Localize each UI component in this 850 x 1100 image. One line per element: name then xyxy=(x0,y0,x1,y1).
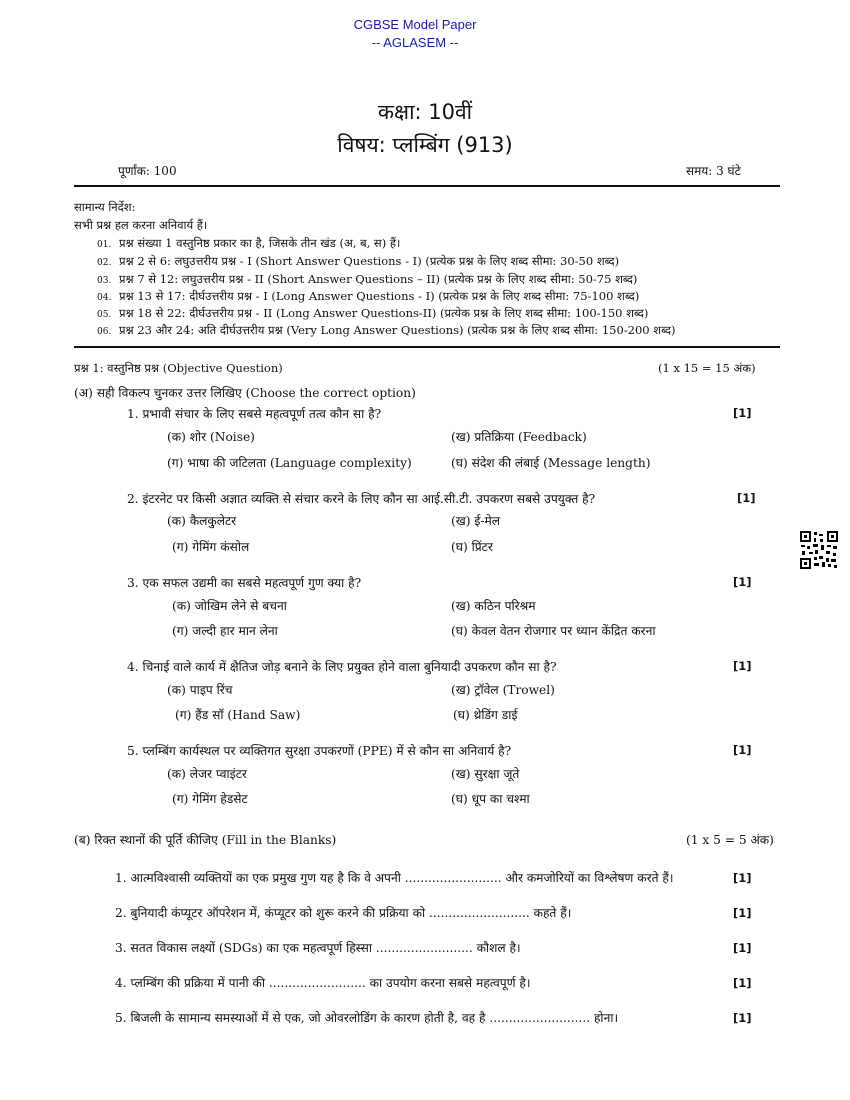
option-gha: (घ) धूप का चश्मा xyxy=(451,792,530,806)
instruction-number: 04. xyxy=(97,293,112,303)
fill-blank-mark: [1] xyxy=(733,871,752,885)
option-kha: (ख) कठिन परिश्रम xyxy=(451,599,536,613)
question-text: 1. प्रभावी संचार के लिए सबसे महत्वपूर्ण तत्व कौन सा है? xyxy=(127,407,382,421)
section-a-heading: (अ) सही विकल्प चुनकर उत्तर लिखिए (Choose the correct option) xyxy=(74,386,416,400)
instruction-item: प्रश्न 18 से 22: दीर्घउत्तरीय प्रश्न - II (Long Answer Questions-II) (प्रत्येक प्रश्न के लिए शब्द सीमा: 100-150 शब्द) xyxy=(119,306,649,320)
instructions-heading: सामान्य निर्देश: xyxy=(74,200,136,214)
q1-marks: (1 x 15 = 15 अंक) xyxy=(658,361,756,375)
instruction-item: प्रश्न 23 और 24: अति दीर्घउत्तरीय प्रश्न (Very Long Answer Questions) (प्रत्येक प्रश्न के लिए शब्द सीमा: 150-200 शब्द) xyxy=(119,323,676,337)
option-ka: (क) पाइप रिंच xyxy=(167,683,233,697)
instruction-item: प्रश्न 7 से 12: लघुउत्तरीय प्रश्न - II (Short Answer Questions – II) (प्रत्येक प्रश्न के लिए शब्द सीमा: 50-75 शब्द) xyxy=(119,272,638,286)
q1-heading: प्रश्न 1: वस्तुनिष्ठ प्रश्न (Objective Question) xyxy=(74,361,283,375)
question-text: 5. प्लम्बिंग कार्यस्थल पर व्यक्तिगत सुरक्षा उपकरणों (PPE) में से कौन सा अनिवार्य है? xyxy=(127,744,512,758)
option-ka: (क) लेजर प्वाइंटर xyxy=(167,767,247,781)
option-gha: (घ) केवल वेतन रोजगार पर ध्यान केंद्रित करना xyxy=(451,624,656,638)
option-gha: (घ) संदेश की लंबाई (Message length) xyxy=(451,456,651,470)
option-ka: (क) जोखिम लेने से बचना xyxy=(172,599,287,613)
fill-blank-mark: [1] xyxy=(733,906,752,920)
top-divider xyxy=(74,185,780,187)
option-ka: (क) शोर (Noise) xyxy=(167,430,255,444)
option-gha: (घ) थ्रेडिंग डाई xyxy=(453,708,518,722)
question-mark: [1] xyxy=(733,406,752,420)
question-text: 2. इंटरनेट पर किसी अज्ञात व्यक्ति से संचार करने के लिए कौन सा आई.सी.टी. उपकरण सबसे उपयुक्त है? xyxy=(127,492,596,506)
question-mark: [1] xyxy=(733,743,752,757)
watermark-subtitle: -- AGLASEM -- xyxy=(371,35,459,50)
option-ga: (ग) जल्दी हार मान लेना xyxy=(172,624,278,638)
fill-blank-mark: [1] xyxy=(733,976,752,990)
instruction-number: 02. xyxy=(97,258,112,268)
instruction-number: 01. xyxy=(97,240,112,250)
option-kha: (ख) प्रतिक्रिया (Feedback) xyxy=(451,430,587,444)
instruction-item: प्रश्न 13 से 17: दीर्घउत्तरीय प्रश्न - I (Long Answer Questions - I) (प्रत्येक प्रश्न के लिए शब्द सीमा: 75-100 शब्द) xyxy=(119,289,640,303)
fill-blank-item: 1. आत्मविश्वासी व्यक्तियों का एक प्रमुख गुण यह है कि वे अपनी ......................... और कमजोरियों का विश्लेषण करते हैं। xyxy=(115,871,674,885)
section-b-marks: (1 x 5 = 5 अंक) xyxy=(686,833,774,847)
option-ka: (क) कैलकुलेटर xyxy=(167,514,237,528)
option-gha: (घ) प्रिंटर xyxy=(451,540,493,554)
option-kha: (ख) सुरक्षा जूते xyxy=(451,767,520,781)
fill-blank-mark: [1] xyxy=(733,1011,752,1025)
fill-blank-item: 4. प्लम्बिंग की प्रक्रिया में पानी की ......................... का उपयोग करना सबसे महत्वपूर्ण है। xyxy=(115,976,531,990)
option-kha: (ख) ट्रॉवेल (Trowel) xyxy=(451,683,555,697)
qr-code-icon xyxy=(800,531,838,569)
fill-blank-item: 5. बिजली के सामान्य समस्याओं में से एक, जो ओवरलोडिंग के कारण होती है, वह है .......................... होना। xyxy=(115,1011,619,1025)
fill-blank-item: 2. बुनियादी कंप्यूटर ऑपरेशन में, कंप्यूटर को शुरू करने की प्रक्रिया को .......................... कहते हैं। xyxy=(115,906,572,920)
option-ga: (ग) गेमिंग कंसोल xyxy=(172,540,250,554)
instructions-intro: सभी प्रश्न हल करना अनिवार्य हैं। xyxy=(74,218,208,232)
watermark-title: CGBSE Model Paper xyxy=(353,17,477,32)
question-text: 3. एक सफल उद्यमी का सबसे महत्वपूर्ण गुण क्या है? xyxy=(127,576,362,590)
question-mark: [1] xyxy=(733,575,752,589)
question-mark: [1] xyxy=(737,491,756,505)
option-ga: (ग) गेमिंग हेडसेट xyxy=(172,792,248,806)
instruction-item: प्रश्न 2 से 6: लघुउत्तरीय प्रश्न - I (Short Answer Questions - I) (प्रत्येक प्रश्न के लिए शब्द सीमा: 30-50 शब्द) xyxy=(119,254,620,268)
time-allowed: समय: 3 घंटे xyxy=(686,164,741,178)
subject-title: विषय: प्लम्बिंग (913) xyxy=(337,133,513,157)
instruction-number: 03. xyxy=(97,276,112,286)
fill-blank-item: 3. सतत विकास लक्ष्यों (SDGs) का एक महत्वपूर्ण हिस्सा ......................... कौशल है। xyxy=(115,941,521,955)
section-b-heading: (ब) रिक्त स्थानों की पूर्ति कीजिए (Fill in the Blanks) xyxy=(74,833,337,847)
fill-blank-mark: [1] xyxy=(733,941,752,955)
option-ga: (ग) भाषा की जटिलता (Language complexity) xyxy=(167,456,412,470)
option-kha: (ख) ई-मेल xyxy=(451,514,501,528)
instruction-number: 05. xyxy=(97,310,112,320)
instruction-number: 06. xyxy=(97,327,112,337)
question-mark: [1] xyxy=(733,659,752,673)
instruction-item: प्रश्न संख्या 1 वस्तुनिष्ठ प्रकार का है, जिसके तीन खंड (अ, ब, स) हैं। xyxy=(119,236,401,250)
class-title: कक्षा: 10वीं xyxy=(377,100,473,124)
instructions-divider xyxy=(74,346,780,348)
option-ga: (ग) हैंड सॉ (Hand Saw) xyxy=(175,708,301,722)
max-marks: पूर्णांक: 100 xyxy=(118,164,177,178)
question-text: 4. चिनाई वाले कार्य में क्षैतिज जोड़ बनाने के लिए प्रयुक्त होने वाला बुनियादी उपकरण कौन सा है? xyxy=(127,660,557,674)
